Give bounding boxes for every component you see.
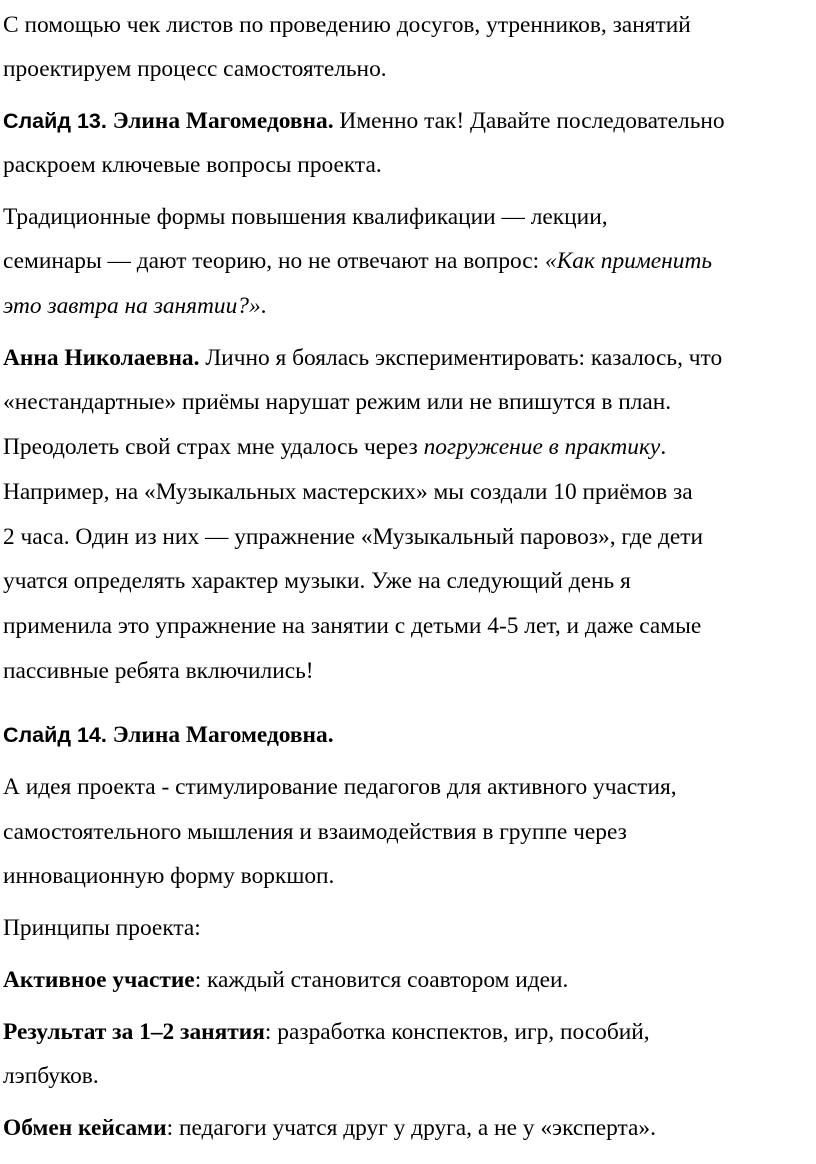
anna-text-4: Например, на «Музыкальных мастерских» мы создали 10 приёмов за (3, 479, 693, 505)
anna-text-8: пассивные ребята включились! (3, 658, 314, 684)
anna-text-2: «нестандартные» приёмы нарушат режим или не впишутся в план. (3, 389, 672, 415)
principle-3-text: : педагоги учатся друг у друга, а не у «эксперта». (166, 1115, 656, 1141)
anna-text-5: 2 часа. Один из них — упражнение «Музыкальный паровоз», где дети (3, 524, 704, 550)
anna-text-3: Преодолеть свой страх мне удалось через (3, 434, 424, 460)
traditional-line-1 (3, 203, 608, 231)
slide13-speaker: Элина Магомедовна. (112, 108, 334, 134)
slide13-label: Слайд 13. (3, 109, 107, 133)
principle-2-text: : разработка конспектов, игр, пособий, (264, 1019, 650, 1045)
principle-2-line-2 (3, 1062, 99, 1090)
slide13-text-1: Именно так! Давайте последовательно (333, 108, 725, 134)
idea-line-3 (3, 862, 334, 890)
intro-line-1 (3, 11, 691, 39)
slide14-label: Слайд 14. (3, 723, 107, 747)
anna-line-8 (3, 657, 314, 685)
anna-text-7: применила это упражнение на занятии с детьми 4-5 лет, и даже самые (3, 613, 702, 639)
slide13-text-2: раскроем ключевые вопросы проекта. (3, 152, 382, 178)
anna-text-1: Лично я боялась экспериментировать: казалось, что (199, 345, 723, 371)
traditional-line-2 (3, 247, 712, 275)
principle-1-text: : каждый становится соавтором идеи. (194, 967, 569, 993)
principle-1-title: Активное участие (3, 967, 195, 993)
slide14-line (3, 721, 334, 749)
traditional-text-1: Традиционные формы повышения квалификации — лекции, (3, 204, 608, 230)
idea-text-3: инновационную форму воркшоп. (3, 863, 335, 889)
principles-heading-text: Принципы проекта: (3, 915, 201, 941)
slide13-line-2 (3, 151, 382, 179)
idea-text-2: самостоятельного мышления и взаимодействия в группе через (3, 819, 627, 845)
anna-line-5 (3, 523, 703, 551)
principle-1 (3, 966, 568, 994)
traditional-question-end: это завтра на занятии?» (3, 293, 261, 319)
traditional-period: . (260, 293, 267, 319)
anna-line-3 (3, 433, 666, 461)
anna-line-1 (3, 344, 722, 372)
traditional-line-3 (3, 292, 267, 320)
principle-2-text-2: лэпбуков. (3, 1063, 99, 1089)
traditional-question-start: «Как применить (545, 248, 712, 274)
idea-line-1 (3, 773, 677, 801)
anna-speaker: Анна Николаевна. (3, 345, 200, 371)
idea-line-2 (3, 818, 627, 846)
idea-text-1: А идея проекта - стимулирование педагогов для активного участия, (3, 774, 677, 800)
intro-text-1: С помощью чек листов по проведению досугов, утренников, занятий (3, 12, 691, 38)
principle-2-title: Результат за 1–2 занятия (3, 1019, 265, 1045)
principles-heading (3, 914, 201, 942)
intro-line-2 (3, 55, 387, 83)
traditional-text-2: семинары — дают теорию, но не отвечают на вопрос: (3, 248, 546, 274)
anna-line-7 (3, 612, 701, 640)
principle-2 (3, 1018, 650, 1046)
anna-text-6: учатся определять характер музыки. Уже на следующий день я (3, 568, 631, 594)
anna-period: . (660, 434, 667, 460)
intro-text-2: проектируем процесс самостоятельно. (3, 56, 387, 82)
principle-3-title: Обмен кейсами (3, 1115, 167, 1141)
slide14-speaker: Элина Магомедовна. (112, 722, 334, 748)
anna-practice-italic: погружение в практику (423, 434, 661, 460)
slide13-line-1 (3, 107, 725, 135)
anna-line-4 (3, 478, 693, 506)
principle-3 (3, 1114, 656, 1142)
anna-line-6 (3, 567, 631, 595)
anna-line-2 (3, 388, 671, 416)
